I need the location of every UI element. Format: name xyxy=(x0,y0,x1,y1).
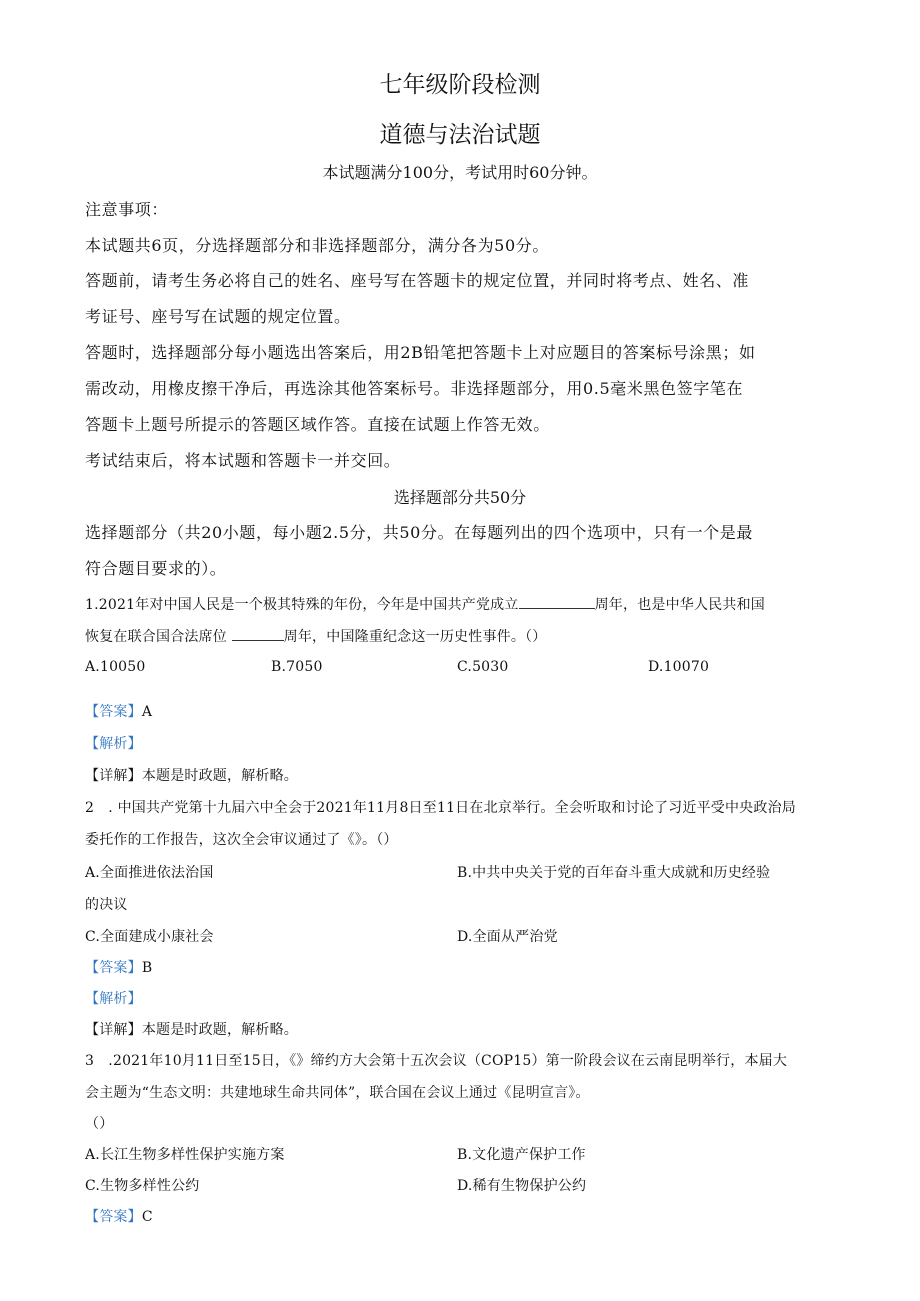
option-c: C.全面建成小康社会 xyxy=(85,929,214,945)
detail-text: 本题是时政题，解析略。 xyxy=(141,768,299,784)
answer-value: B xyxy=(141,960,153,976)
notes-line: 考试结束后，将本试题和答题卡一并交回。 xyxy=(85,451,401,470)
question-1-stem-part: 恢复在联合国合法席位 xyxy=(85,629,227,645)
notes-line: 答题前，请考生务必将自己的姓名、座号写在答题卡的规定位置，并同时将考点、姓名、准 xyxy=(85,271,750,290)
option-b: B.文化遗产保护工作 xyxy=(457,1147,586,1163)
answer-line xyxy=(85,1206,153,1226)
option-b: B.7050 xyxy=(271,659,323,675)
notes-line: 本试题共6页，分选择题部分和非选择题部分，满分各为50分。 xyxy=(85,236,549,255)
answer-tag: 【答案】 xyxy=(85,1209,142,1225)
option-d: D.10070 xyxy=(648,659,710,675)
question-2-stem: 委托作的工作报告，这次全会审议通过了《》。（） xyxy=(85,832,398,848)
analysis-tag: 【解析】 xyxy=(85,991,142,1007)
notes-heading: 注意事项： xyxy=(85,200,169,219)
option-d: D.全面从严治党 xyxy=(457,929,558,945)
answer-tag: 【答案】 xyxy=(85,704,142,720)
notes-line: 答题卡上题号所提示的答题区域作答。直接在试题上作答无效。 xyxy=(85,415,550,434)
notes-line: 需改动，用橡皮擦干净后，再选涂其他答案标号。非选择题部分，用0.5毫米黑色签字笔在 xyxy=(85,379,744,398)
question-1-stem-part: 周年，中国隆重纪念这一历史性事件。（） xyxy=(283,629,547,645)
section-intro: 符合题目要求的）。 xyxy=(85,559,227,578)
option-b: B.中共中央关于党的百年奋斗重大成就和历史经验 xyxy=(457,865,771,881)
question-3-stem: 会主题为“生态文明：共建地球生命共同体”，联合国在会议上通过《昆明宣言》。 xyxy=(85,1085,590,1101)
detail-line xyxy=(85,1019,298,1039)
notes-line: 考证号、座号写在试题的规定位置。 xyxy=(85,307,351,326)
answer-line xyxy=(85,701,152,721)
question-3-stem: （） xyxy=(85,1116,114,1132)
option-c: C.生物多样性公约 xyxy=(85,1178,200,1194)
question-1-stem-part: 周年，也是中华人民共和国 xyxy=(594,597,765,613)
answer-blank xyxy=(519,595,595,609)
question-3-stem: 3 .2021年10月11日至15日，《》缔约方大会第十五次会议（COP15）第一阶段会议在云南昆明举行，本届大 xyxy=(85,1053,788,1069)
exam-subject-title: 道德与法治试题 xyxy=(379,122,541,148)
detail-line xyxy=(85,765,298,785)
section-heading: 选择题部分共50分 xyxy=(393,488,527,507)
exam-subtitle: 本试题满分100分，考试用时60分钟。 xyxy=(322,163,598,182)
section-intro: 选择题部分（共20小题，每小题2.5分，共50分。在每题列出的四个选项中，只有一个是最 xyxy=(85,523,753,542)
answer-tag: 【答案】 xyxy=(85,960,142,976)
question-2-stem: 2 . 中国共产党第十九届六中全会于2021年11月8日至11日在北京举行。全会听取和讨论了习近平受中央政治局 xyxy=(85,800,796,816)
notes-line: 答题时，选择题部分每小题选出答案后，用2B铅笔把答题卡上对应题目的答案标号涂黑；如 xyxy=(85,343,756,362)
question-1-stem-part: 1.2021年对中国人民是一个极其特殊的年份，今年是中国共产党成立 xyxy=(85,597,519,613)
answer-blank xyxy=(232,627,284,641)
option-b-continued: 的决议 xyxy=(85,897,128,913)
answer-value: C xyxy=(141,1209,153,1225)
option-a: A.长江生物多样性保护实施方案 xyxy=(85,1147,285,1163)
option-a: A.全面推进依法治国 xyxy=(85,865,214,881)
analysis-tag: 【解析】 xyxy=(85,736,142,752)
option-d: D.稀有生物保护公约 xyxy=(457,1178,587,1194)
option-a: A.10050 xyxy=(85,659,146,675)
answer-value: A xyxy=(141,704,153,720)
detail-tag: 【详解】 xyxy=(85,1022,142,1038)
detail-tag: 【详解】 xyxy=(85,768,142,784)
answer-line xyxy=(85,957,152,977)
question-1-stem xyxy=(85,594,765,614)
question-1-stem xyxy=(85,626,546,646)
detail-text: 本题是时政题，解析略。 xyxy=(141,1022,299,1038)
exam-grade-title: 七年级阶段检测 xyxy=(379,72,541,98)
option-c: C.5030 xyxy=(457,659,509,675)
